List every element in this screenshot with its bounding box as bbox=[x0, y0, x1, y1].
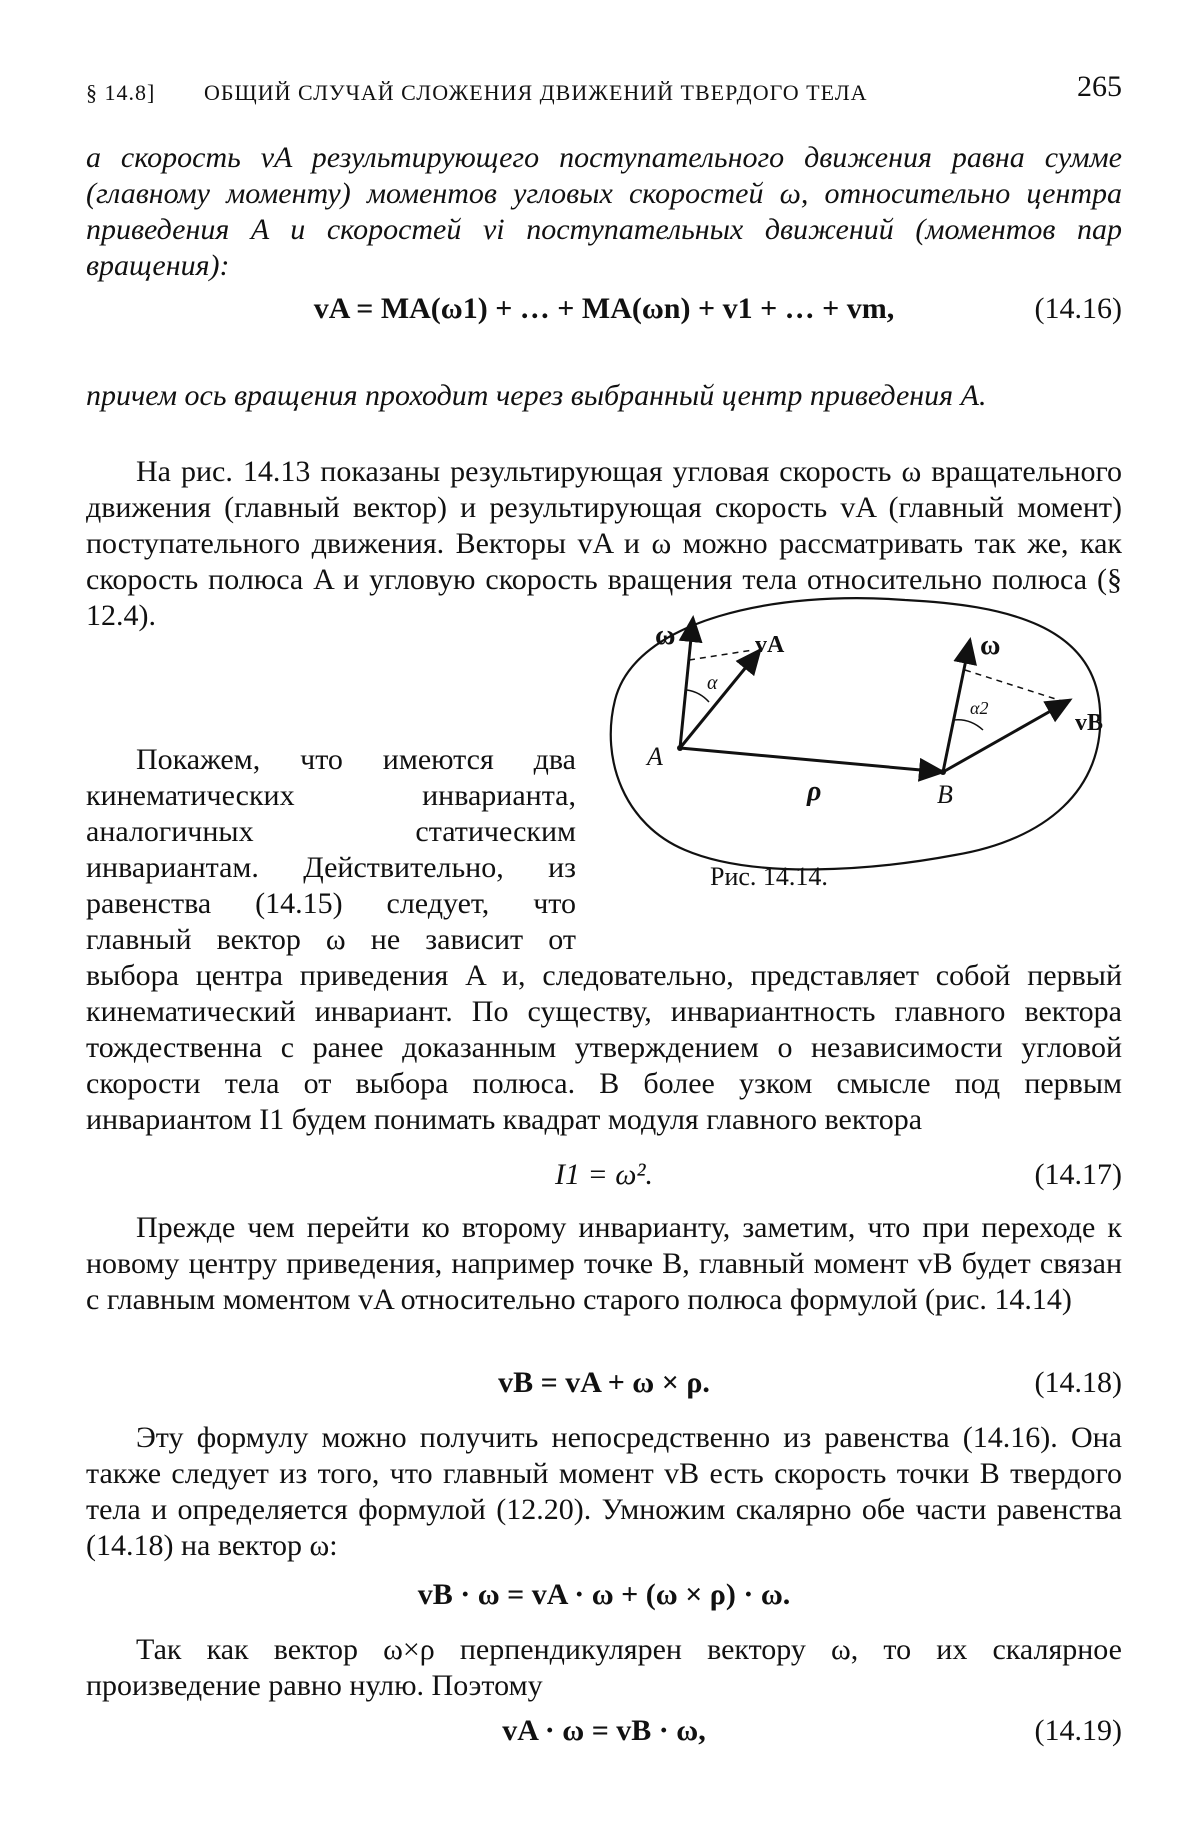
paragraph-7: Так как вектор ω×ρ перпендикулярен вектору ω, то их скалярное произведение равно нулю. Поэтому bbox=[86, 1633, 1122, 1702]
paragraph-1: а скорость vA результирующего поступательного движения равна сумме (главному моменту) моментов угловых скоростей ω, относительно центра приведения A и скоростей vi поступательных движений (моментов пар вращения): bbox=[86, 141, 1122, 282]
paragraph-6: Эту формулу можно получить непосредственно из равенства (14.16). Она также следует из того, что главный момент vB есть скорость точки B твердого тела и определяется формулой (12.20). Умножим скалярно обе части равенства (14.18) на вектор ω: bbox=[86, 1421, 1122, 1562]
equation-expression: I1 = ω². bbox=[555, 1158, 653, 1191]
page-number: 265 bbox=[1077, 70, 1122, 103]
point-b bbox=[940, 769, 946, 775]
equation-number: (14.16) bbox=[1034, 292, 1122, 325]
equation-14-19 bbox=[86, 1714, 1122, 1754]
equation-expression: vA = MA(ω1) + … + MA(ωn) + v1 + … + vm, bbox=[313, 292, 895, 325]
dashed-a bbox=[689, 650, 753, 660]
equation-number: (14.18) bbox=[1034, 1366, 1122, 1399]
label-a: A bbox=[647, 742, 663, 771]
label-alpha-a: α bbox=[707, 672, 718, 694]
label-omega-b: ω bbox=[980, 630, 1001, 661]
label-v-b: vB bbox=[1075, 710, 1104, 736]
section-ref: § 14.8] bbox=[86, 80, 156, 105]
paragraph-4: Покажем, что имеются два кинематических инварианта, аналогичных статическим инвариантам. Действительно, из равенства (14.15) следует, что главный вектор ω не зависит от выбора центра приведения A и, следовательно, представляет собой первый кинематический инвариант. По существу, инвариантность главного вектора тождественна с ранее доказанным утверждением о независимости угловой скорости тела от выбора полюса. В более узком смысле под первым инвариантом I1 будем понимать квадрат модуля главного вектора bbox=[86, 743, 1122, 1136]
rigid-body-outline bbox=[611, 598, 1104, 869]
equation-14-16 bbox=[86, 292, 1122, 332]
v-b-arrow bbox=[943, 700, 1070, 772]
running-header bbox=[86, 70, 1122, 114]
paragraph-3: На рис. 14.13 показаны результирующая угловая скорость ω вращательного движения (главный вектор) и результирующая скорость vA (главный момент) поступательного движения. Векторы vA и ω можно рассматривать так же, как скорость полюса A и угловую скорость вращения тела относительно полюса (§ 12.4). bbox=[86, 455, 1122, 632]
paragraph-5: Прежде чем перейти ко второму инварианту, заметим, что при переходе к новому центру приведения, например точке B, главный момент vB будет связан с главным моментом vA относительно старого полюса формулой (рис. 14.14) bbox=[86, 1211, 1122, 1316]
equation-14-18 bbox=[86, 1366, 1122, 1406]
label-omega-a: ω bbox=[655, 620, 676, 651]
angle-arc-b bbox=[953, 720, 983, 730]
equation-expression: vB · ω = vA · ω + (ω × ρ) · ω. bbox=[417, 1578, 791, 1611]
label-rho: ρ bbox=[807, 776, 822, 807]
label-b: B bbox=[937, 780, 953, 809]
omega-a-arrow bbox=[680, 618, 693, 748]
point-a bbox=[677, 745, 683, 751]
equation-expression: vB = vA + ω × ρ. bbox=[498, 1366, 710, 1399]
equation-expression: vA · ω = vB · ω, bbox=[502, 1714, 706, 1747]
v-a-arrow bbox=[680, 650, 760, 748]
equation-number: (14.19) bbox=[1034, 1714, 1122, 1747]
rho-arrow bbox=[680, 748, 943, 772]
angle-arc-a bbox=[687, 690, 709, 702]
equation-unnumbered bbox=[86, 1578, 1122, 1618]
figure-caption: Рис. 14.14. bbox=[710, 862, 828, 891]
equation-14-17 bbox=[86, 1158, 1122, 1198]
paragraph-2: причем ось вращения проходит через выбранный центр приведения A. bbox=[86, 379, 987, 412]
header-title: ОБЩИЙ СЛУЧАЙ СЛОЖЕНИЯ ДВИЖЕНИЙ ТВЕРДОГО ТЕЛА bbox=[204, 80, 868, 105]
label-alpha-b: α2 bbox=[970, 698, 989, 718]
equation-number: (14.17) bbox=[1034, 1158, 1122, 1191]
omega-b-arrow bbox=[943, 640, 970, 772]
label-v-a: vA bbox=[755, 632, 785, 658]
figure-14-14 bbox=[575, 580, 1115, 910]
